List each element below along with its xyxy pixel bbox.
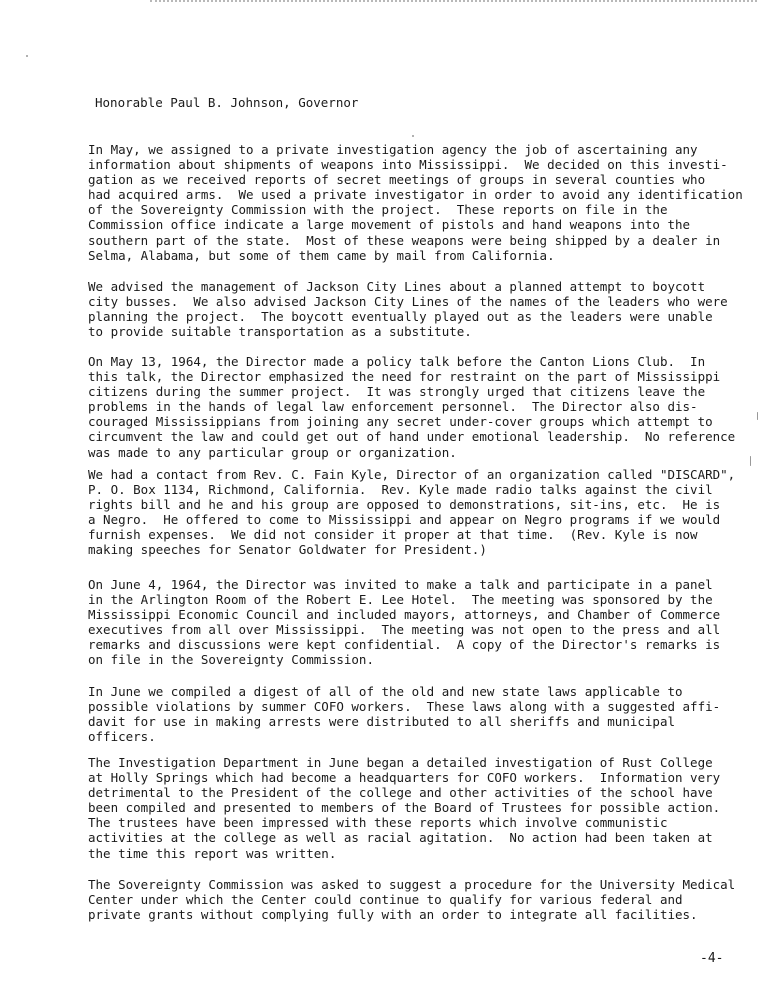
body-paragraph xyxy=(88,467,753,558)
paragraph-line: Commission office indicate a large movement of pistols and hand weapons into the xyxy=(88,217,691,233)
paragraph-line: city busses. We also advised Jackson City Lines of the names of the leaders who were xyxy=(88,294,728,310)
scan-speck xyxy=(412,135,414,137)
paragraph-line: rights bill and he and his group are opposed to demonstrations, sit-ins, etc. He is xyxy=(88,497,721,513)
paragraph-line: was made to any particular group or organization. xyxy=(88,444,457,460)
salutation: Honorable Paul B. Johnson, Governor xyxy=(95,95,359,110)
paragraph-line: been compiled and presented to members of the Board of Trustees for possible action. xyxy=(88,800,721,816)
paragraph-line: In May, we assigned to a private investigation agency the job of ascertaining any xyxy=(88,142,698,157)
paragraph-line: the time this report was written. xyxy=(88,845,337,861)
page-number: -4- xyxy=(700,951,724,966)
paragraph-line: The trustees have been impressed with these reports which involve communistic xyxy=(88,815,668,831)
paragraph-line: making speeches for Senator Goldwater for President.) xyxy=(88,542,487,558)
paragraph-line: We had a contact from Rev. C. Fain Kyle, Director of an organization called "DISCARD", xyxy=(88,467,736,482)
scan-speck xyxy=(26,55,28,57)
paragraph-line: to provide suitable transportation as a substitute. xyxy=(88,324,472,340)
body-paragraph xyxy=(88,279,753,339)
body-paragraph xyxy=(88,142,753,263)
paragraph-line: circumvent the law and could get out of hand under emotional leadership. No reference xyxy=(88,429,736,445)
paragraph-line: private grants without complying fully with an order to integrate all facilities. xyxy=(88,907,698,923)
paragraph-line: in the Arlington Room of the Robert E. Lee Hotel. The meeting was sponsored by the xyxy=(88,592,713,608)
top-dotted-rule xyxy=(150,0,757,2)
paragraph-line: P. O. Box 1134, Richmond, California. Rev. Kyle made radio talks against the civil xyxy=(88,482,713,498)
paragraph-line: remarks and discussions were kept confidential. A copy of the Director's remarks is xyxy=(88,637,721,653)
paragraph-line: On June 4, 1964, the Director was invited to make a talk and participate in a panel xyxy=(88,577,713,592)
paragraph-line: citizens during the summer project. It was strongly urged that citizens leave the xyxy=(88,384,706,400)
body-paragraph xyxy=(88,577,753,668)
paragraph-line: The Investigation Department in June began a detailed investigation of Rust College xyxy=(88,755,713,770)
paragraph-line: at Holly Springs which had become a headquarters for COFO workers. Information very xyxy=(88,770,721,786)
paragraph-line: possible violations by summer COFO workers. These laws along with a suggested affi- xyxy=(88,699,721,715)
paragraph-line: southern part of the state. Most of these weapons were being shipped by a dealer in xyxy=(88,232,721,248)
paragraph-line: Mississippi Economic Council and included mayors, attorneys, and Chamber of Commerce xyxy=(88,607,721,623)
paragraph-line: Center under which the Center could continue to qualify for various federal and xyxy=(88,892,683,908)
paragraph-line: problems in the hands of legal law enforcement personnel. The Director also dis- xyxy=(88,399,698,415)
paragraph-line: executives from all over Mississippi. The meeting was not open to the press and all xyxy=(88,622,721,638)
body-paragraph xyxy=(88,684,753,744)
paragraph-line: a Negro. He offered to come to Mississippi and appear on Negro programs if we would xyxy=(88,512,721,528)
body-paragraph xyxy=(88,755,753,861)
paragraph-line: davit for use in making arrests were distributed to all sheriffs and municipal xyxy=(88,714,675,730)
paragraph-line: The Sovereignty Commission was asked to suggest a procedure for the University Medical xyxy=(88,877,736,892)
paragraph-line: Selma, Alabama, but some of them came by mail from California. xyxy=(88,247,555,263)
paragraph-line: activities at the college as well as racial agitation. No action had been taken at xyxy=(88,830,713,846)
scan-speck xyxy=(757,412,758,420)
paragraph-line: On May 13, 1964, the Director made a policy talk before the Canton Lions Club. In xyxy=(88,354,706,369)
paragraph-line: gation as we received reports of secret meetings of groups in several counties who xyxy=(88,172,706,188)
body-paragraph xyxy=(88,877,753,922)
paragraph-line: detrimental to the President of the college and other activities of the school have xyxy=(88,785,713,801)
paragraph-line: information about shipments of weapons into Mississippi. We decided on this investi- xyxy=(88,157,728,173)
paragraph-line: In June we compiled a digest of all of the old and new state laws applicable to xyxy=(88,684,683,699)
paragraph-line: officers. xyxy=(88,729,156,745)
body-paragraph xyxy=(88,354,753,460)
paragraph-line: on file in the Sovereignty Commission. xyxy=(88,652,374,668)
paragraph-line: furnish expenses. We did not consider it proper at that time. (Rev. Kyle is now xyxy=(88,527,698,543)
paragraph-line: this talk, the Director emphasized the need for restraint on the part of Mississippi xyxy=(88,369,721,385)
paragraph-line: of the Sovereignty Commission with the project. These reports on file in the xyxy=(88,202,668,218)
paragraph-line: We advised the management of Jackson City Lines about a planned attempt to boycott xyxy=(88,279,706,294)
paragraph-line: couraged Mississippians from joining any secret under-cover groups which attempt to xyxy=(88,414,713,430)
paragraph-line: planning the project. The boycott eventually played out as the leaders were unable xyxy=(88,309,713,325)
paragraph-line: had acquired arms. We used a private investigator in order to avoid any identification xyxy=(88,187,743,203)
